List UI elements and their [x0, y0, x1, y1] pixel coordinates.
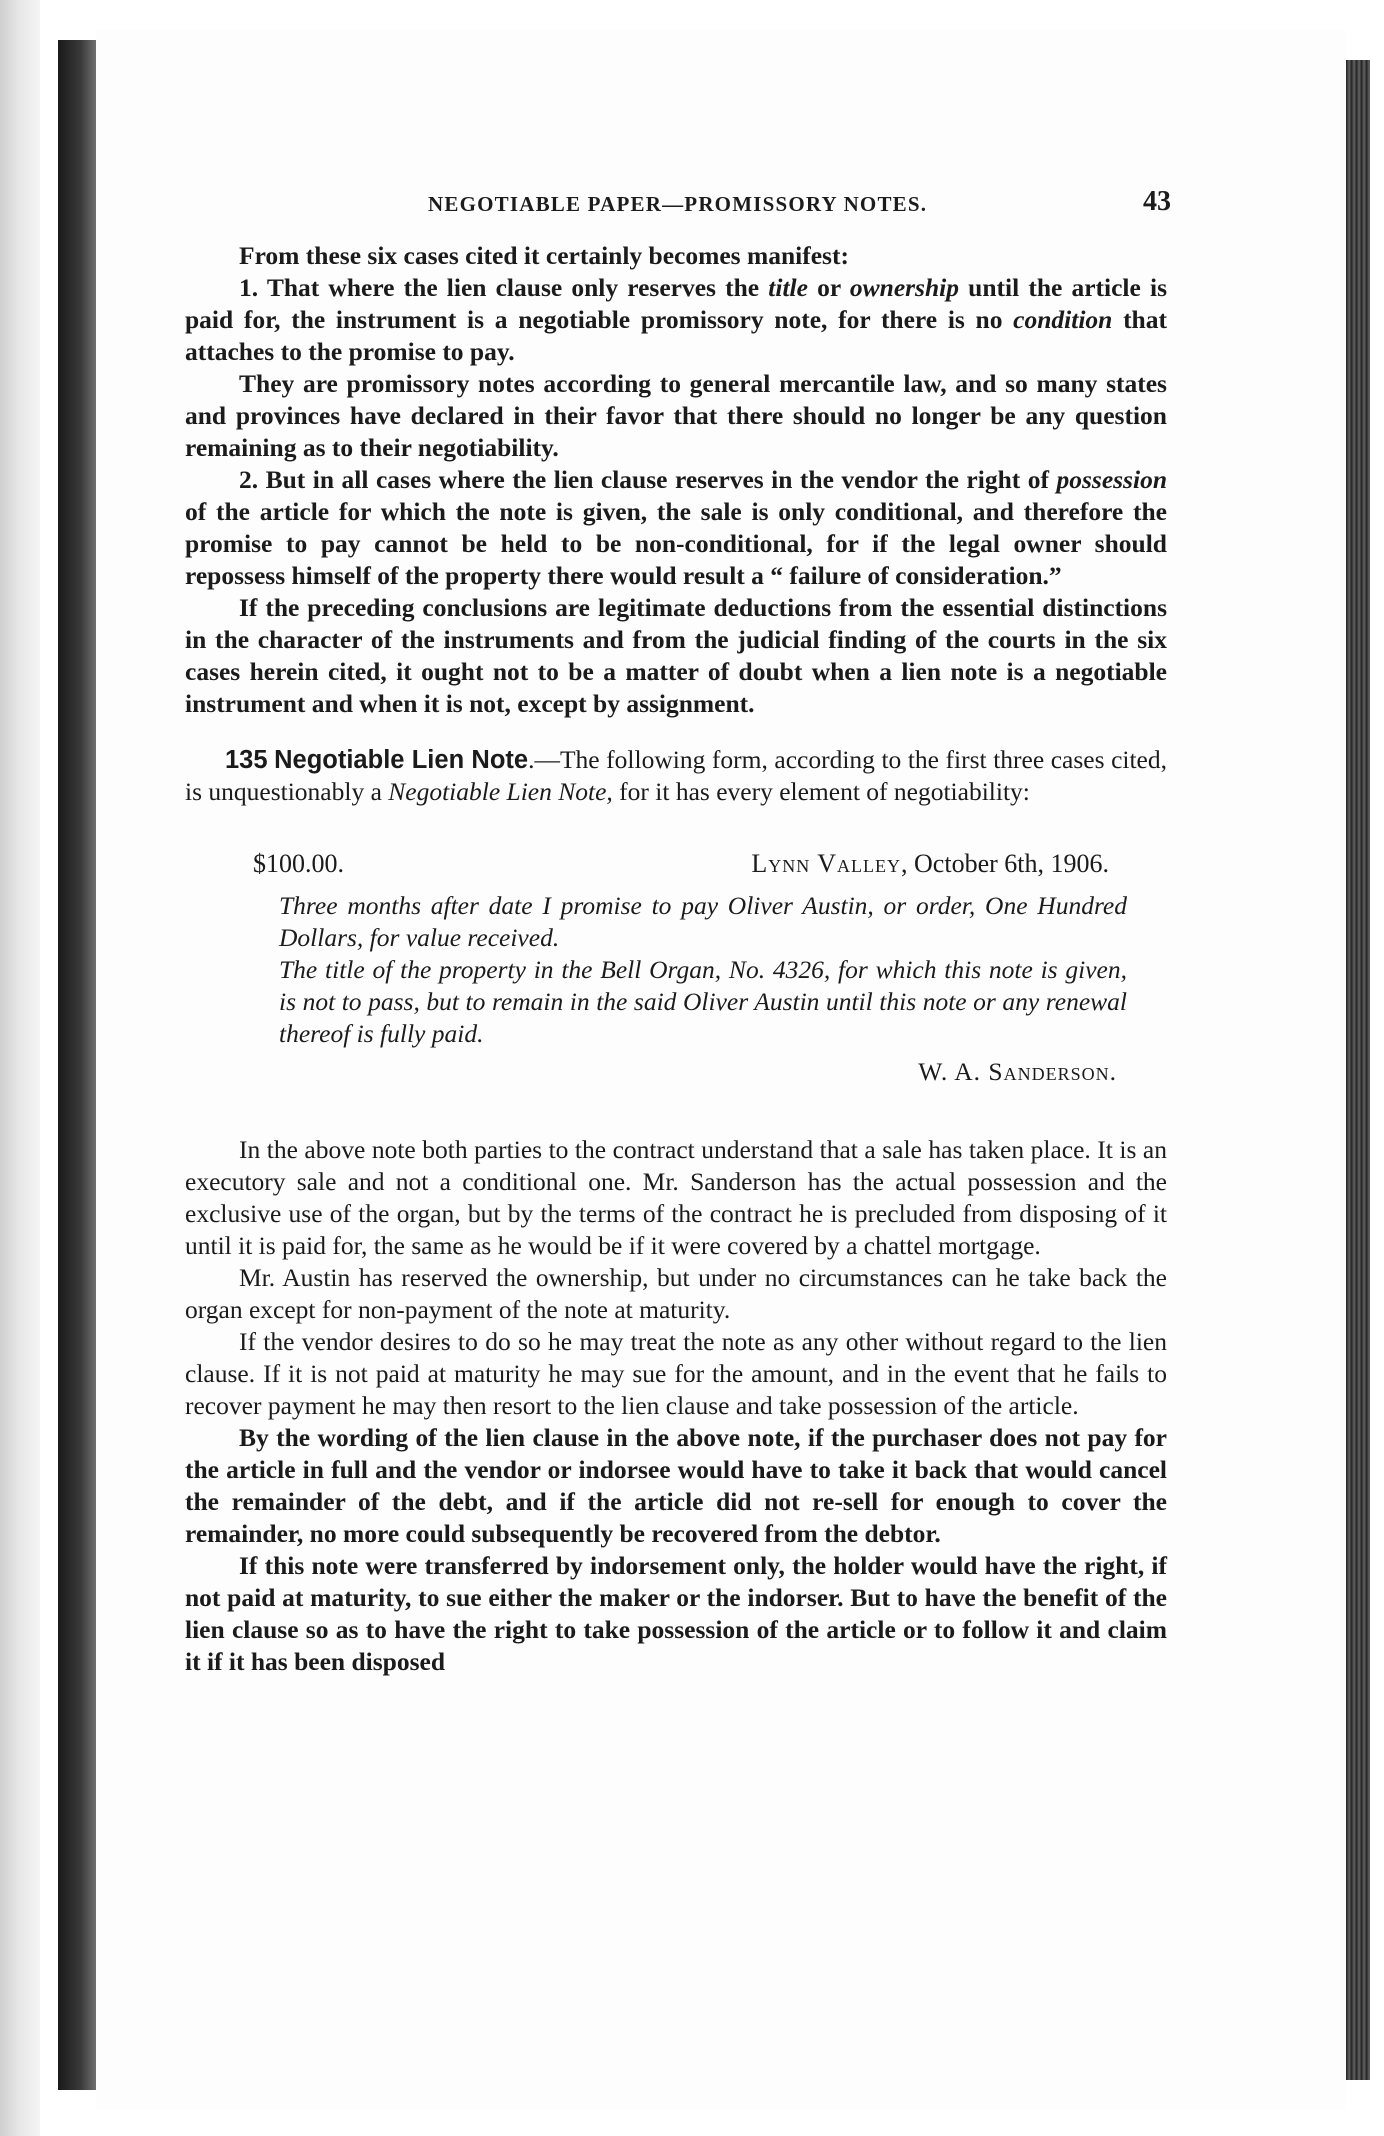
note-place: Lynn Valley	[751, 849, 902, 878]
section-paragraph	[185, 744, 1167, 808]
paragraph	[185, 1134, 1167, 1262]
paragraph-text: If this note were transferred by indorsement only, the holder would have the right, if not paid at maturity, to sue either the maker or the indorser. But to have the benefit of the lien clause so as to have the right to take possession of the article or to follow it and claim it if it has been disposed	[185, 1551, 1167, 1676]
paragraph-text: If the preceding conclusions are legitimate deductions from the essential distinctions in the character of the instruments and from the judicial finding of the courts in the six cases herein cited, it ought not to be a matter of doubt when a lien note is a negotiable instrument and when it is not, except by assignment.	[185, 593, 1167, 718]
note-body	[253, 890, 1127, 1050]
paragraph-text: until the article is paid for, the instrument is a negotiable promissory note, for there is no	[185, 273, 1167, 334]
note-header	[253, 848, 1127, 880]
page-stack-edge	[1346, 60, 1370, 2080]
emphasis-ownership: ownership	[849, 273, 959, 302]
paragraph-text: for it has every element of negotiability:	[612, 777, 1030, 806]
paragraph-text: .—The following form, according to the first three cases cited, is unquestionably a	[185, 745, 1167, 806]
paragraph	[185, 464, 1167, 592]
paragraph-text: or	[807, 273, 850, 302]
note-signature: W. A. Sanderson.	[918, 1057, 1117, 1086]
paragraph-text: From these six cases cited it certainly becomes manifest:	[239, 241, 849, 270]
paragraph-text: Mr. Austin has reserved the ownership, but under no circumstances can he take back the organ except for non-payment of the note at maturity.	[185, 1263, 1167, 1324]
emphasis-possession: possession	[1056, 465, 1167, 494]
page-number: 43	[1143, 186, 1171, 217]
section-title: Negotiable Lien Note	[274, 746, 529, 774]
paragraph	[185, 368, 1167, 464]
paragraph-text: By the wording of the lien clause in the above note, if the purchaser does not pay for the article in full and the vendor or indorsee would have to take it back that would cancel the remainder of the debt, and if the article did not re-sell for enough to cover the remainder, no more could subsequently be recovered from the debtor.	[185, 1423, 1167, 1548]
emphasis-negotiable-lien-note: Negotiable Lien Note,	[388, 777, 613, 806]
paragraph-text: 1. That where the lien clause only reserves the	[239, 273, 769, 302]
running-head	[0, 160, 1384, 217]
paragraph	[185, 592, 1167, 720]
note-place-date	[751, 848, 1109, 880]
promissory-note-example	[185, 848, 1167, 1088]
section-number: 135	[225, 746, 268, 774]
paragraph-text: that attaches to the promise to pay.	[185, 305, 1167, 366]
note-line: Three months after date I promise to pay Oliver Austin, or order, One Hundred Dollars, for value received.	[279, 891, 1127, 952]
paragraph	[185, 1550, 1167, 1678]
paragraph-text: of the article for which the note is given, the sale is only conditional, and therefore the promise to pay cannot be held to be non-conditional, for if the legal owner should repossess himself of the property there would result a “ failure of consideration.”	[185, 497, 1167, 590]
paragraph	[185, 1422, 1167, 1550]
paragraph	[185, 272, 1167, 368]
book-binding-edge	[58, 40, 96, 2090]
paragraph-text: If the vendor desires to do so he may treat the note as any other without regard to the lien clause. If it is not paid at maturity he may sue for the amount, and in the event that he fails to recover payment he may then resort to the lien clause and take possession of the article.	[185, 1327, 1167, 1420]
paragraph-text: In the above note both parties to the contract understand that a sale has taken place. It is an executory sale and not a conditional one. Mr. Sanderson has the actual possession and the exclusive use of the organ, but by the terms of the contract he is precluded from disposing of it until it is paid for, the same as he would be if it were covered by a chattel mortgage.	[185, 1135, 1167, 1260]
body-text	[185, 240, 1167, 1678]
paragraph-text: They are promissory notes according to general mercantile law, and so many states and provinces have declared in their favor that there should no longer be any question remaining as to their negotiability.	[185, 369, 1167, 462]
running-title: NEGOTIABLE PAPER—PROMISSORY NOTES.	[428, 192, 928, 216]
emphasis-condition: condition	[1013, 305, 1113, 334]
note-date: , October 6th, 1906.	[901, 849, 1109, 878]
paragraph	[185, 1326, 1167, 1422]
book-spine-shadow	[0, 0, 40, 2136]
note-amount: $100.00.	[253, 849, 344, 878]
note-line: The title of the property in the Bell Organ, No. 4326, for which this note is given, is not to pass, but to remain in the said Oliver Austin until this note or any renewal thereof is fully paid.	[279, 955, 1127, 1048]
paragraph	[185, 1262, 1167, 1326]
emphasis-title: title	[768, 273, 808, 302]
paragraph	[185, 240, 1167, 272]
paragraph-text: 2. But in all cases where the lien clause reserves in the vendor the right of	[239, 465, 1057, 494]
